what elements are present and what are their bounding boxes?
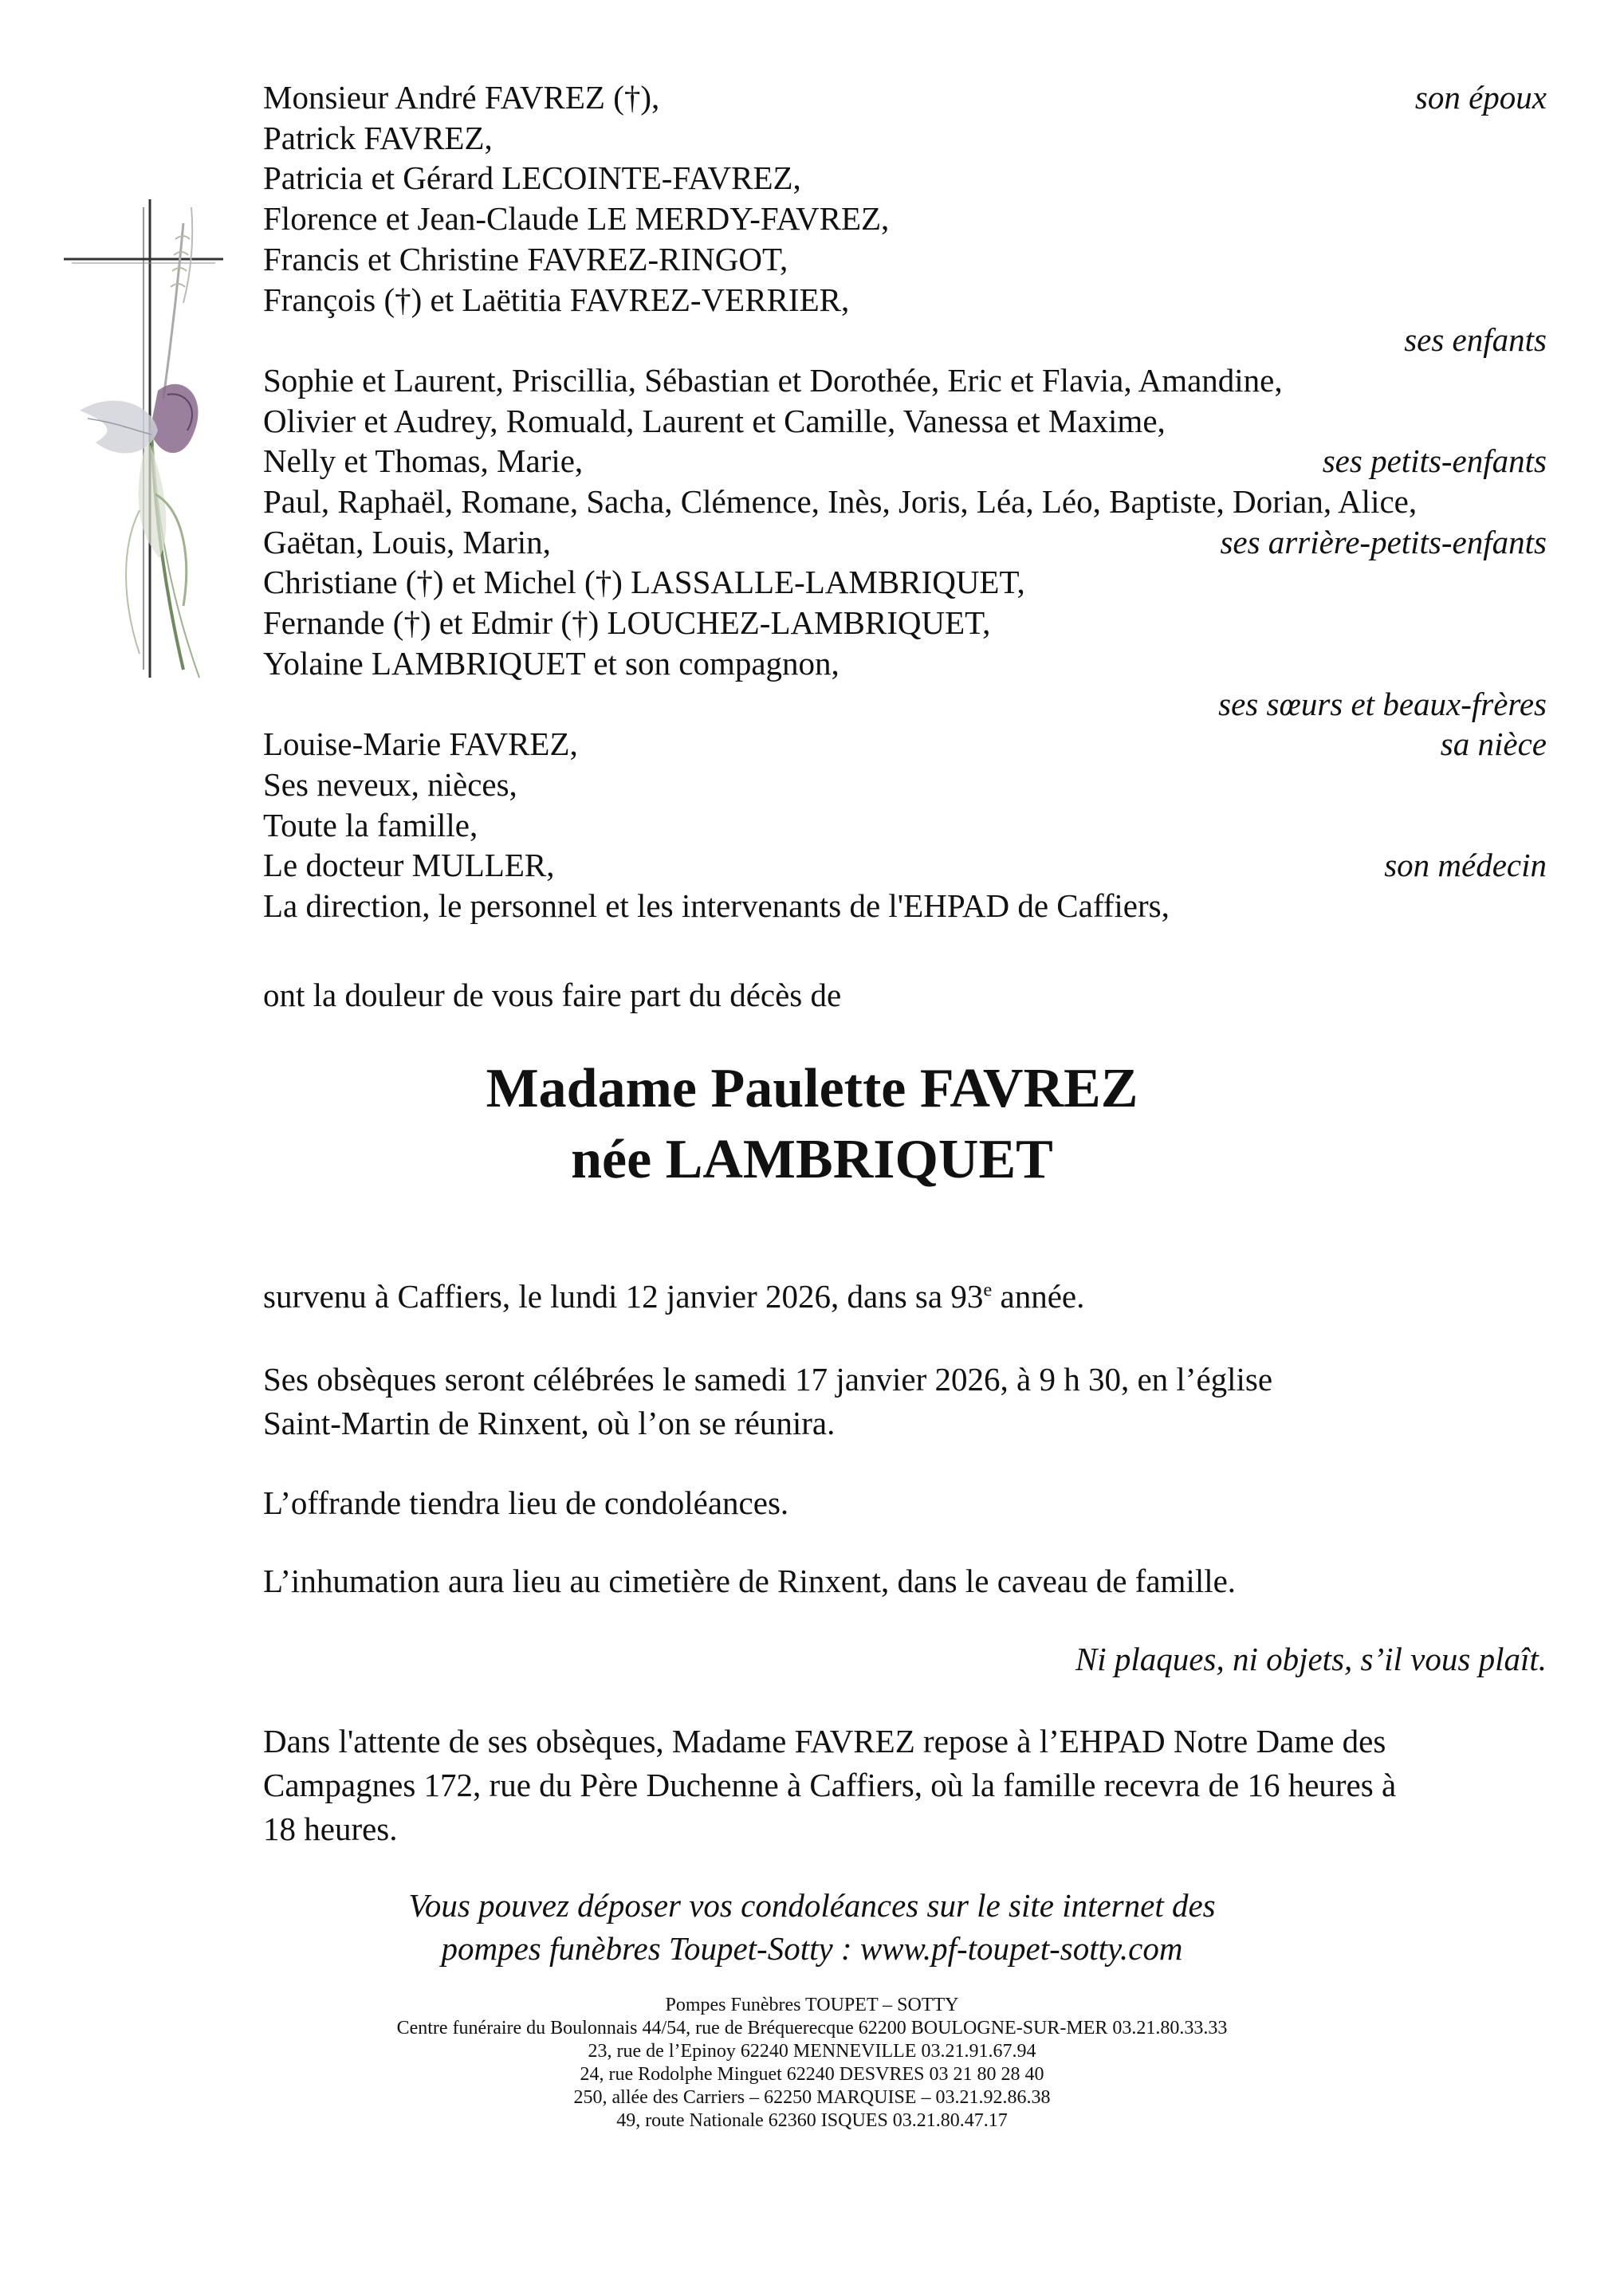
family-member-name: Louise-Marie FAVREZ, xyxy=(263,725,578,763)
family-member-name: Christiane (†) et Michel (†) LASSALLE-LAMBRIQUET, xyxy=(263,564,1025,601)
family-member-name: Yolaine LAMBRIQUET et son compagnon, xyxy=(263,644,840,682)
family-member-name: La direction, le personnel et les intervenants de l'EHPAD de Caffiers, xyxy=(263,887,1170,924)
offering-note: L’offrande tiendra lieu de condoléances. xyxy=(263,1484,789,1521)
family-member-name: Sophie et Laurent, Priscillia, Sébastian et Dorothée, Eric et Flavia, Amandine, xyxy=(263,361,1283,399)
family-member-name: Francis et Christine FAVREZ-RINGOT, xyxy=(263,240,788,277)
family-member-name: Paul, Raphaël, Romane, Sacha, Clémence, Inès, Joris, Léa, Léo, Baptiste, Dorian, Alice, xyxy=(263,483,1418,520)
family-member-name: Le docteur MULLER, xyxy=(263,847,555,884)
family-member-name: Olivier et Audrey, Romuald, Laurent et Camille, Vanessa et Maxime, xyxy=(263,402,1166,439)
footer-line: 250, allée des Carriers – 62250 MARQUISE – 03.21.92.86.38 xyxy=(573,2087,1051,2108)
death-details: survenu à Caffiers, le lundi 12 janvier 2026, dans sa 93e année. xyxy=(263,1278,1085,1315)
relationship-label: sa nièce xyxy=(1440,725,1547,763)
deceased-name: Madame Paulette FAVREZ xyxy=(486,1058,1138,1119)
relationship-label: ses sœurs et beaux-frères xyxy=(1218,685,1547,722)
footer-line: 24, rue Rodolphe Minguet 62240 DESVRES 03 21 80 28 40 xyxy=(580,2064,1044,2085)
relationship-label: son époux xyxy=(1414,79,1547,116)
footer-line: 23, rue de l’Epinoy 62240 MENNEVILLE 03.21.91.67.94 xyxy=(588,2041,1036,2062)
family-member-name: Patricia et Gérard LECOINTE-FAVREZ, xyxy=(263,159,801,197)
footer-line: Centre funéraire du Boulonnais 44/54, rue de Bréquerecque 62200 BOULOGNE-SUR-MER 03.21.80.33.33 xyxy=(396,2018,1228,2038)
family-member-name: Nelly et Thomas, Marie, xyxy=(263,442,584,480)
family-member-name: Gaëtan, Louis, Marin, xyxy=(263,523,551,560)
family-member-name: Patrick FAVREZ, xyxy=(263,119,493,156)
funeral-details: Ses obsèques seront célébrées le samedi 17 janvier 2026, à 9 h 30, en l’église Saint-Martin de Rinxent, où l’on se réunira. xyxy=(263,1361,1273,1441)
footer-line: 49, route Nationale 62360 ISQUES 03.21.80.47.17 xyxy=(616,2110,1008,2131)
burial-details: L’inhumation aura lieu au cimetière de Rinxent, dans le caveau de famille. xyxy=(263,1563,1237,1599)
family-member-name: Monsieur André FAVREZ (†), xyxy=(263,79,660,116)
visitation-details: Dans l'attente de ses obsèques, Madame FAVREZ repose à l’EHPAD Notre Dame des Campagnes 172, rue du Père Duchenne à Caffiers, où la famille recevra de 16 heures à 18 heures. xyxy=(263,1723,1397,1847)
relationship-label: ses arrière-petits-enfants xyxy=(1220,523,1547,560)
family-member-name: Ses neveux, nièces, xyxy=(263,765,517,803)
deceased-maiden-name: née LAMBRIQUET xyxy=(571,1129,1053,1190)
funeral-home-footer xyxy=(0,1994,1624,2133)
relationship-label: son médecin xyxy=(1384,847,1547,884)
family-member-name: Fernande (†) et Edmir (†) LOUCHEZ-LAMBRIQUET, xyxy=(263,604,991,642)
no-plaques-note: Ni plaques, ni objets, s’il vous plaît. xyxy=(1075,1641,1547,1677)
cross-flower-icon xyxy=(64,191,239,686)
condolences-note: Vous pouvez déposer vos condoléances sur le site internet des pompes funèbres Toupet-Sotty : www.pf-toupet-sotty.com xyxy=(408,1887,1216,1967)
family-member-name: François (†) et Laëtitia FAVREZ-VERRIER, xyxy=(263,281,850,318)
family-member-name: Toute la famille, xyxy=(263,806,478,843)
footer-line: Pompes Funèbres TOUPET – SOTTY xyxy=(665,1995,959,2015)
relationship-label: ses petits-enfants xyxy=(1322,442,1547,480)
family-member-name: Florence et Jean-Claude LE MERDY-FAVREZ, xyxy=(263,200,890,238)
announcement-text: ont la douleur de vous faire part du décès de xyxy=(263,977,842,1013)
relationship-label: ses enfants xyxy=(1404,321,1547,359)
